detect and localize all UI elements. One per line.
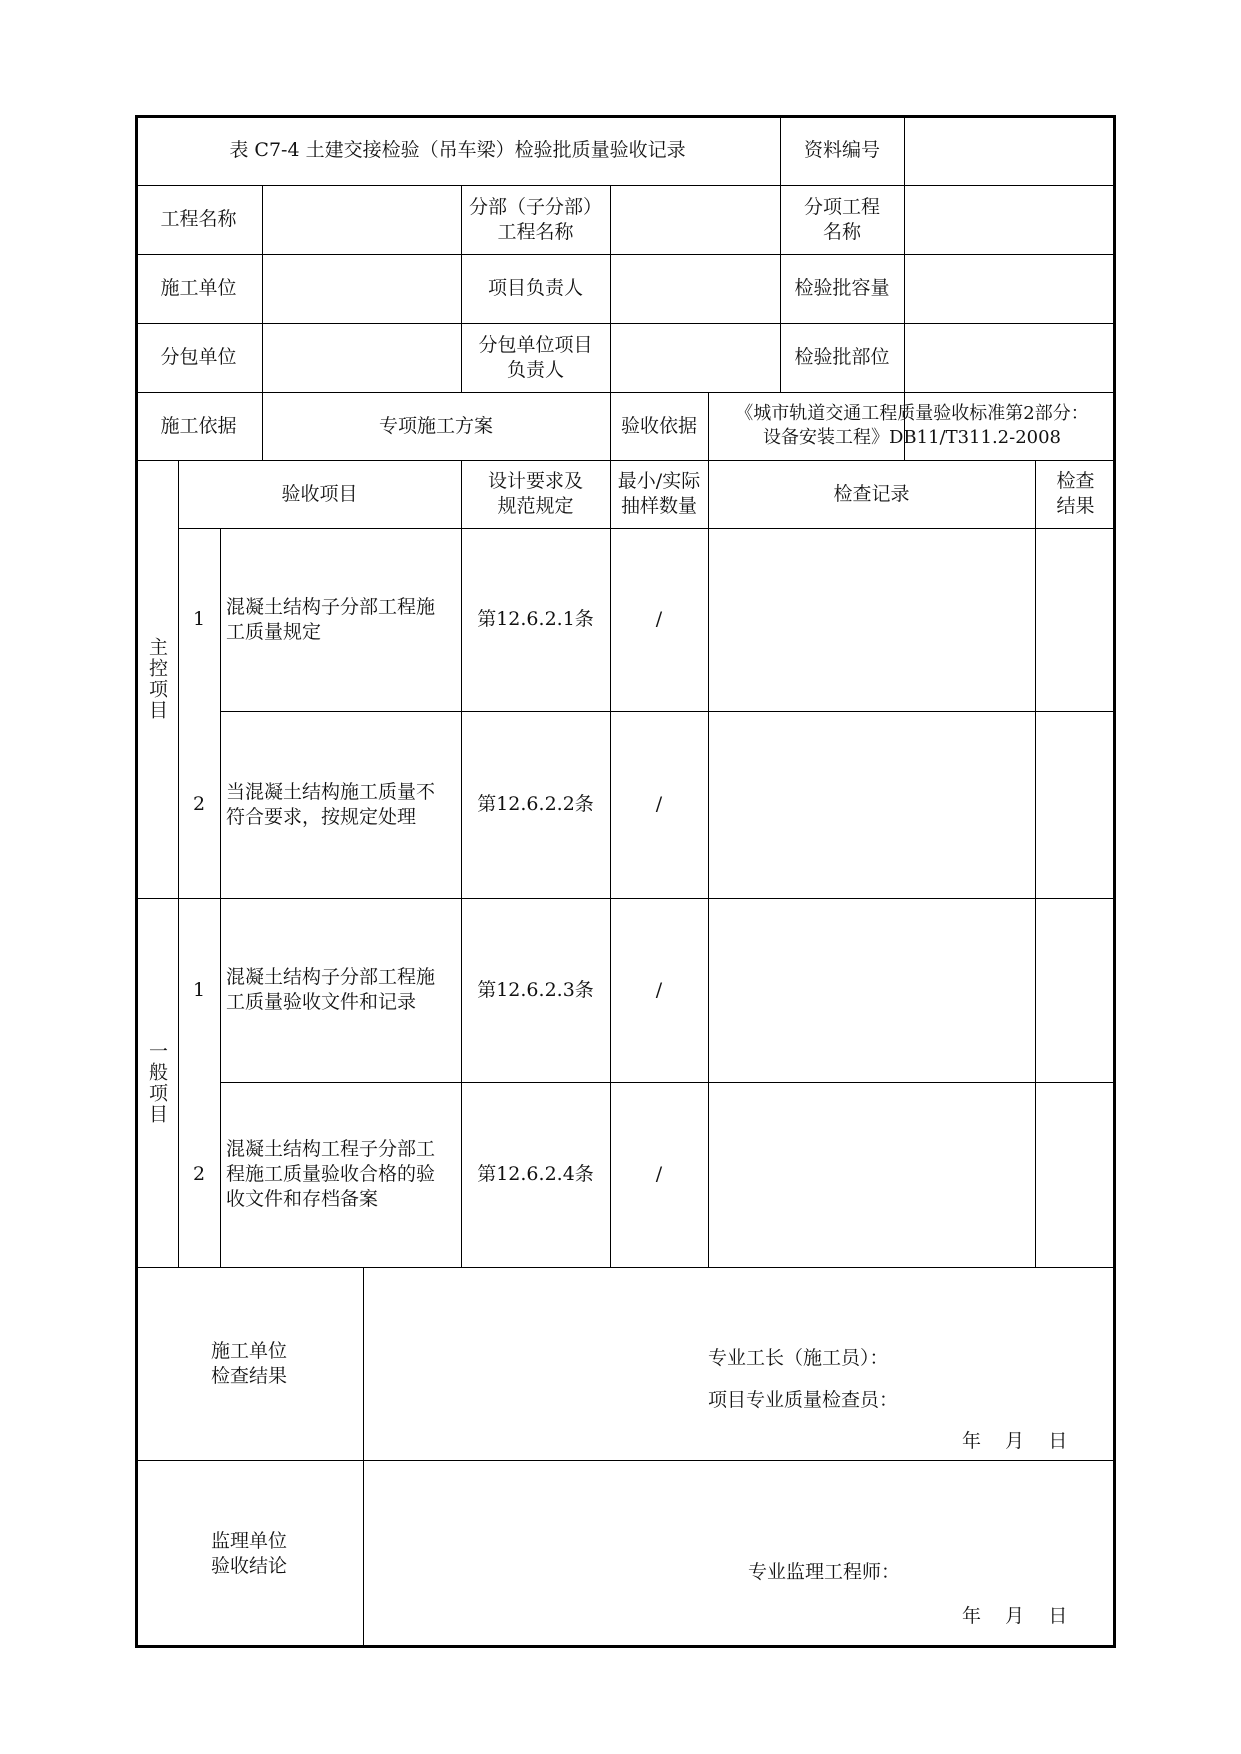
project-manager-label: 项目负责人 [487,277,583,299]
general-item-2-desc: 混凝土结构工程子分部工 程施工质量验收合格的验 收文件和存档备案 [226,1138,436,1210]
subitem-field[interactable] [904,185,1116,254]
main-item-1-desc: 混凝土结构子分部工程施 工质量规定 [226,595,436,643]
main-item-1-clause: 第12.6.2.1条 [477,608,594,630]
contractor-field[interactable] [262,254,461,323]
main-item-2-desc: 当混凝土结构施工质量不 符合要求，按规定处理 [226,780,436,828]
main-item-1-no: 1 [192,608,206,630]
main-item-1-sample: / [655,608,663,630]
col-header-result: 检查 结果 [1056,470,1095,517]
col-header-design: 设计要求及 规范规定 [487,470,583,517]
col-divider [363,1267,364,1648]
doc-no-label: 资料编号 [803,138,880,161]
contractor-check-label: 施工单位 检查结果 [210,1339,287,1387]
general-item-2-no: 2 [192,1163,206,1185]
subitem-label: 分项工程 名称 [803,195,880,243]
main-item-1-result[interactable] [1035,528,1116,711]
general-item-1-result[interactable] [1035,898,1116,1082]
project-manager-field[interactable] [610,254,780,323]
general-item-1-record[interactable] [708,898,1035,1082]
supervisor-date[interactable]: 年 月 日 [962,1605,1068,1627]
batch-location-field[interactable] [904,323,1116,392]
col-header-item: 验收项目 [281,482,358,505]
acceptance-basis-label: 验收依据 [620,414,697,437]
sub-manager-label: 分包单位项目 负责人 [478,333,593,381]
batch-capacity-label: 检验批容量 [794,277,890,299]
subcontractor-label: 分包单位 [160,346,237,368]
main-item-2-result[interactable] [1035,711,1116,898]
general-item-2-result[interactable] [1035,1082,1116,1267]
main-item-2-record[interactable] [708,711,1035,898]
foreman-signature-label: 专业工长（施工员）： [708,1347,889,1369]
general-item-2-record[interactable] [708,1082,1035,1267]
main-item-1-record[interactable] [708,528,1035,711]
contractor-date[interactable]: 年 月 日 [962,1430,1068,1452]
batch-capacity-field[interactable] [904,254,1116,323]
general-group-label: 一般项目 [146,1040,168,1125]
general-item-1-desc: 混凝土结构子分部工程施 工质量验收文件和记录 [226,966,436,1013]
batch-location-label: 检验批部位 [794,346,890,368]
general-item-1-clause: 第12.6.2.3条 [477,978,594,1001]
basis-value: 专项施工方案 [378,414,493,437]
col-header-record: 检查记录 [833,482,910,505]
sub-manager-field[interactable] [610,323,780,392]
general-item-1-sample: / [655,978,663,1001]
subdivision-label: 分部（子分部） 工程名称 [468,195,602,243]
supervising-engineer-signature-label: 专业监理工程师： [748,1561,901,1583]
col-header-sample: 最小/实际 抽样数量 [617,470,701,517]
subcontractor-field[interactable] [262,323,461,392]
doc-no-field[interactable] [904,115,1116,185]
general-item-2-clause: 第12.6.2.4条 [477,1163,594,1185]
main-control-group-label: 主控项目 [146,637,168,721]
quality-inspector-signature-label: 项目专业质量检查员： [708,1389,899,1411]
project-name-label: 工程名称 [160,208,237,230]
form-title: 表 C7-4 土建交接检验（吊车梁）检验批质量验收记录 [229,138,686,161]
acceptance-basis-value: 《城市轨道交通工程质量验收标准第2部分： 设备安装工程》DB11/T311.2-2008 [735,403,1089,448]
main-item-2-no: 2 [192,793,206,815]
supervisor-conclusion-label: 监理单位 验收结论 [210,1530,287,1577]
general-item-2-sample: / [655,1163,663,1185]
basis-label: 施工依据 [160,414,237,437]
project-name-field[interactable] [262,185,461,254]
subdivision-field[interactable] [610,185,780,254]
general-item-1-no: 1 [192,978,206,1001]
main-item-2-sample: / [655,793,663,815]
contractor-label: 施工单位 [160,277,237,299]
main-item-2-clause: 第12.6.2.2条 [477,793,594,815]
